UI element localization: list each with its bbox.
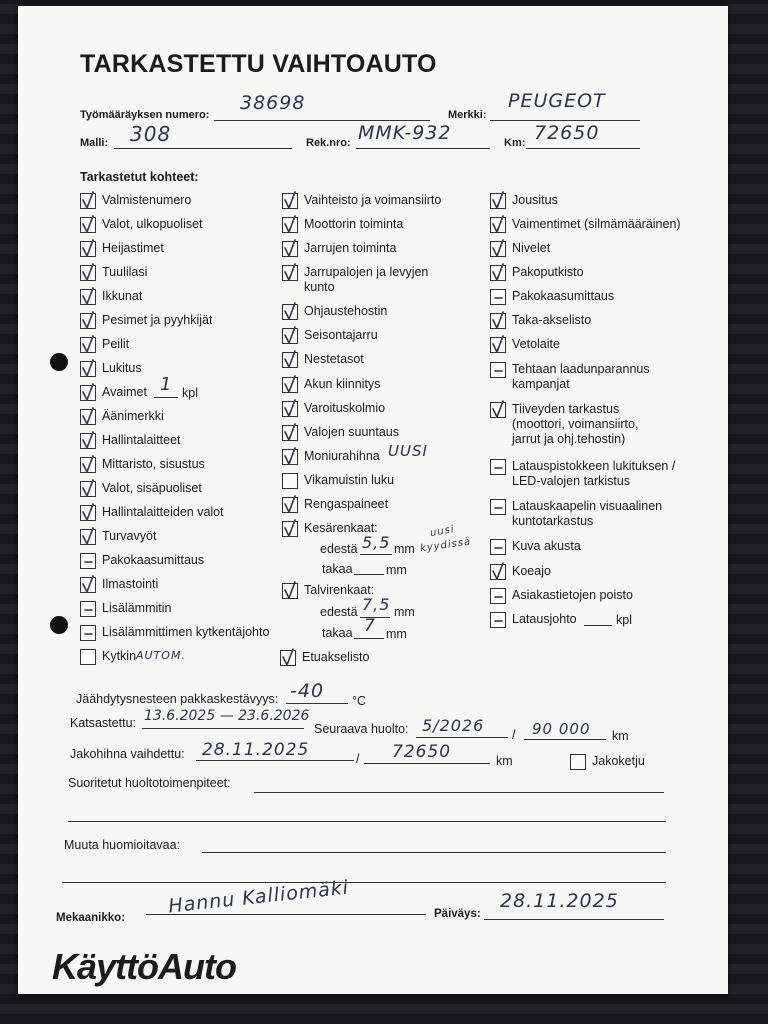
- checkbox[interactable]: [490, 499, 506, 515]
- check-item[interactable]: [282, 241, 396, 257]
- check-item[interactable]: [80, 409, 164, 425]
- checkbox[interactable]: [490, 588, 506, 604]
- item-label: Etuakselisto: [302, 650, 370, 664]
- checkbox[interactable]: [490, 459, 506, 475]
- item-label: Lukitus: [102, 361, 142, 375]
- model-value: 308: [130, 122, 172, 146]
- item-label: Ohjaustehostin: [304, 304, 388, 318]
- item-label: Nivelet: [512, 241, 551, 255]
- item-label: Turvavyöt: [102, 529, 157, 543]
- checkbox[interactable]: [490, 193, 506, 209]
- dash-mark-icon: [488, 608, 510, 632]
- check-mark-icon: [78, 525, 100, 549]
- item-label: Jarrujen toiminta: [304, 241, 397, 255]
- checkbox[interactable]: [282, 193, 298, 209]
- dash-mark-icon: [488, 584, 510, 608]
- checkbox[interactable]: [282, 521, 298, 537]
- check-mark-icon: [280, 324, 302, 348]
- item-label: Koeajo: [512, 564, 551, 578]
- checkbox[interactable]: [80, 577, 96, 593]
- checkbox[interactable]: [490, 612, 506, 628]
- cable-qty-line: [584, 625, 612, 626]
- check-item[interactable]: [490, 241, 550, 257]
- inspection-form-sheet: [18, 6, 728, 994]
- item-label: Vaimentimet (silmämääräinen): [512, 217, 681, 231]
- checkbox[interactable]: [80, 265, 96, 281]
- item-label: Nestetasot: [304, 352, 364, 366]
- punch-hole: [50, 616, 68, 634]
- make-value: PEUGEOT: [508, 90, 606, 112]
- check-item[interactable]: [80, 505, 224, 521]
- check-mark-icon: [78, 189, 100, 213]
- item-label: [512, 402, 638, 447]
- item-label: Pakokaasumittaus: [512, 289, 615, 303]
- check-mark-icon: [280, 213, 302, 237]
- mechanic-label: Mekaanikko:: [56, 912, 126, 924]
- coolant-value: -40: [290, 680, 325, 702]
- item-label: Moottorin toiminta: [304, 217, 404, 231]
- item-label: Hallintalaitteet: [102, 433, 181, 447]
- dash-mark-icon: [488, 535, 510, 559]
- checkbox[interactable]: [80, 481, 96, 497]
- check-mark-icon: [280, 189, 302, 213]
- check-mark-icon: [488, 560, 510, 584]
- checkbox[interactable]: [80, 361, 96, 377]
- checkbox[interactable]: [80, 409, 96, 425]
- mechanic-signature: Hannu Kalliomäki: [167, 876, 351, 918]
- check-item[interactable]: [490, 193, 558, 209]
- keys-qty-line: [154, 397, 178, 398]
- item-label: Rengaspaineet: [304, 497, 389, 511]
- date-label: Päiväys:: [434, 908, 481, 920]
- item-label-line: kampanjat: [512, 377, 570, 391]
- check-mark-icon: [78, 501, 100, 525]
- item-label-line: (moottori, voimansiirto,: [512, 417, 639, 431]
- inspected-line: [142, 728, 304, 729]
- item-label: Ilmastointi: [102, 577, 159, 591]
- checkbox[interactable]: [490, 217, 506, 233]
- timing-belt-date-line: [196, 760, 354, 761]
- check-mark-icon: [78, 381, 100, 405]
- item-label: Tuulilasi: [102, 265, 148, 279]
- check-item[interactable]: [490, 265, 584, 281]
- check-item[interactable]: [490, 459, 675, 489]
- check-mark-icon: [280, 261, 302, 285]
- checkbox[interactable]: [570, 754, 586, 770]
- item-label: Kesärenkaat:: [304, 521, 378, 535]
- timing-belt-km: 72650: [392, 742, 452, 762]
- timing-belt-label: Jakohihna vaihdettu:: [70, 747, 185, 761]
- check-mark-icon: [488, 309, 510, 333]
- timing-belt-km-line: [364, 763, 490, 764]
- km-label: Km:: [504, 137, 526, 149]
- check-item[interactable]: [490, 564, 551, 580]
- check-item[interactable]: [490, 217, 681, 233]
- checkbox[interactable]: [80, 625, 96, 641]
- item-label: Seisontajarru: [304, 328, 378, 342]
- check-mark-icon: [280, 579, 302, 603]
- dash-mark-icon: [488, 358, 510, 382]
- reg-label: Rek.nro:: [306, 137, 351, 149]
- checkbox[interactable]: [282, 377, 298, 393]
- summer-note-line2: kyydissä: [419, 536, 472, 555]
- check-item[interactable]: [282, 352, 364, 368]
- check-mark-icon: [488, 237, 510, 261]
- check-mark-icon: [78, 333, 100, 357]
- checkbox[interactable]: [80, 337, 96, 353]
- item-label: Valmistenumero: [102, 193, 192, 207]
- other-notes-label: Muuta huomioitavaa:: [64, 838, 181, 852]
- check-item[interactable]: [80, 361, 142, 377]
- item-label: Taka-akselisto: [512, 313, 592, 327]
- timing-belt-date: 28.11.2025: [202, 740, 310, 760]
- checkbox[interactable]: [490, 402, 506, 418]
- punch-hole: [50, 353, 68, 371]
- summer-front-unit: mm: [394, 542, 415, 556]
- item-label-line: Latauspistokkeen lukituksen /: [512, 459, 676, 473]
- slash: /: [512, 728, 516, 742]
- item-label-line: Tehtaan laadunparannus: [512, 362, 650, 376]
- check-item[interactable]: [80, 601, 171, 617]
- make-line: [490, 120, 640, 121]
- summer-rear-label: takaa: [322, 562, 353, 576]
- winter-rear-unit: mm: [386, 627, 407, 641]
- item-label: Valot, sisäpuoliset: [102, 481, 202, 495]
- check-mark-icon: [78, 357, 100, 381]
- checkbox[interactable]: [282, 497, 298, 513]
- checkbox[interactable]: [282, 583, 298, 599]
- dash-mark-icon: [488, 455, 510, 479]
- item-label: Vikamuistin luku: [304, 473, 395, 487]
- item-label: Kuva akusta: [512, 539, 581, 553]
- check-item[interactable]: [80, 241, 164, 257]
- check-item[interactable]: [80, 217, 203, 233]
- checkbox[interactable]: [280, 650, 296, 666]
- date-line: [484, 919, 664, 920]
- check-mark-icon: [280, 445, 302, 469]
- make-label: Merkki:: [448, 109, 487, 121]
- check-item[interactable]: [80, 625, 269, 641]
- item-label: [512, 362, 650, 392]
- work-order-label: Työmääräyksen numero:: [80, 109, 210, 121]
- check-item[interactable]: [80, 433, 181, 449]
- winter-tires-item[interactable]: [282, 583, 374, 599]
- check-mark-icon: [78, 213, 100, 237]
- item-label: Vetolaite: [512, 337, 560, 351]
- item-label: Avaimet: [102, 385, 147, 399]
- checkbox[interactable]: [80, 385, 96, 401]
- item-label: Varoituskolmio: [304, 401, 386, 415]
- check-item[interactable]: [490, 313, 591, 329]
- dash-mark-icon: [488, 495, 510, 519]
- check-mark-icon: [78, 405, 100, 429]
- check-item[interactable]: [490, 402, 638, 447]
- item-label-line: jarrut ja ohj.tehostin): [512, 432, 626, 446]
- check-mark-icon: [488, 398, 510, 422]
- checkbox[interactable]: [490, 539, 506, 555]
- dash-mark-icon: [78, 549, 100, 573]
- model-label: Malli:: [80, 137, 109, 149]
- check-item[interactable]: [80, 337, 129, 353]
- km-value: 72650: [534, 122, 600, 144]
- check-mark-icon: [78, 309, 100, 333]
- item-label: Vaihteisto ja voimansiirto: [304, 193, 442, 207]
- item-label-line: kunto: [304, 280, 335, 294]
- item-label-line: Latauskaapelin visuaalinen: [512, 499, 663, 513]
- item-label: Talvirenkaat:: [304, 583, 375, 597]
- next-service-km-line: [524, 739, 606, 740]
- item-label-line: kuntotarkastus: [512, 514, 594, 528]
- checkbox[interactable]: [282, 304, 298, 320]
- check-mark-icon: [78, 573, 100, 597]
- checkbox[interactable]: [80, 433, 96, 449]
- dash-mark-icon: [78, 597, 100, 621]
- item-label: Äänimerkki: [102, 409, 164, 423]
- next-service-km: 90 000: [532, 720, 591, 738]
- item-label: Jousitus: [512, 193, 558, 207]
- kayttoauto-logo: KäyttöAuto: [52, 946, 236, 987]
- item-label: Valojen suuntaus: [304, 425, 399, 439]
- check-mark-icon: [280, 493, 302, 517]
- check-item[interactable]: [490, 289, 614, 305]
- check-item[interactable]: [80, 553, 204, 569]
- item-label: Mittaristo, sisustus: [102, 457, 205, 471]
- checkbox[interactable]: [80, 193, 96, 209]
- check-item[interactable]: [490, 362, 650, 392]
- winter-rear-line: [354, 638, 384, 639]
- checkbox[interactable]: [80, 457, 96, 473]
- item-label: Asiakastietojen poisto: [512, 588, 633, 602]
- checkbox[interactable]: [490, 313, 506, 329]
- check-item[interactable]: [282, 497, 388, 513]
- form-title: TARKASTETTU VAIHTOAUTO: [80, 50, 437, 78]
- checkbox[interactable]: [282, 473, 298, 489]
- timing-chain-item[interactable]: [570, 754, 645, 770]
- check-item[interactable]: [490, 499, 662, 529]
- reg-line: [356, 148, 490, 149]
- check-item[interactable]: [282, 304, 387, 320]
- item-label: Pakokaasumittaus: [102, 553, 205, 567]
- item-label: Hallintalaitteiden valot: [102, 505, 224, 519]
- item-label-line: LED-valojen tarkistus: [512, 474, 631, 488]
- check-item[interactable]: [80, 577, 158, 593]
- check-mark-icon: [280, 397, 302, 421]
- checkbox[interactable]: [80, 649, 96, 665]
- checkbox[interactable]: [80, 289, 96, 305]
- checkbox[interactable]: [490, 337, 506, 353]
- check-item-clutch[interactable]: [80, 649, 136, 665]
- item-label: Ikkunat: [102, 289, 143, 303]
- next-service-date-line: [416, 737, 508, 738]
- service-done-label: Suoritetut huoltotoimenpiteet:: [68, 776, 231, 790]
- item-label: [512, 499, 662, 529]
- summer-front-label: edestä: [320, 542, 358, 556]
- check-mark-icon: [280, 517, 302, 541]
- belt-note: UUSI: [388, 442, 428, 460]
- item-label: Valot, ulkopuoliset: [102, 217, 203, 231]
- dash-mark-icon: [488, 285, 510, 309]
- item-label: Jakoketju: [592, 754, 645, 768]
- check-item[interactable]: [282, 425, 399, 441]
- check-item[interactable]: [490, 539, 581, 555]
- checkbox[interactable]: [80, 313, 96, 329]
- summer-rear-line: [354, 574, 384, 575]
- checkbox[interactable]: [490, 241, 506, 257]
- item-label-line: Jarrupalojen ja levyjen: [304, 265, 429, 279]
- checkbox[interactable]: [80, 529, 96, 545]
- checkbox[interactable]: [282, 401, 298, 417]
- check-item[interactable]: [282, 217, 403, 233]
- checkbox[interactable]: [282, 425, 298, 441]
- item-label: Latausjohto: [512, 612, 577, 626]
- coolant-unit: °C: [352, 694, 367, 708]
- date-value: 28.11.2025: [500, 890, 619, 912]
- dash-mark-icon: [78, 621, 100, 645]
- winter-rear-label: takaa: [322, 626, 353, 640]
- winter-front-value: 7,5: [362, 595, 391, 614]
- check-mark-icon: [488, 213, 510, 237]
- check-mark-icon: [488, 333, 510, 357]
- summer-front-value: 5,5: [362, 533, 391, 552]
- check-item[interactable]: [490, 588, 633, 604]
- keys-qty-value: 1: [160, 374, 173, 395]
- winter-rear-value: 7: [364, 616, 376, 636]
- summer-front-line: [360, 554, 392, 555]
- work-order-line: [214, 120, 430, 121]
- next-service-date: 5/2026: [422, 716, 485, 735]
- check-mark-icon: [488, 261, 510, 285]
- coolant-line: [286, 703, 348, 704]
- inspected-label: Katsastettu:: [70, 716, 137, 730]
- check-item[interactable]: [80, 481, 202, 497]
- work-order-value: 38698: [240, 92, 306, 114]
- check-item[interactable]: [80, 313, 212, 329]
- other-notes-line: [202, 852, 666, 853]
- summer-note-line1: uusi: [429, 523, 456, 540]
- clutch-note: AUTOM.: [136, 649, 186, 662]
- item-label: [512, 459, 675, 489]
- cable-unit: kpl: [616, 613, 632, 627]
- winter-front-unit: mm: [394, 605, 415, 619]
- checkbox[interactable]: [80, 553, 96, 569]
- front-axle-item[interactable]: [280, 650, 369, 666]
- check-item[interactable]: [282, 265, 428, 295]
- item-label: Lisälämmittimen kytkentäjohto: [102, 625, 270, 639]
- check-mark-icon: [280, 348, 302, 372]
- check-mark-icon: [78, 429, 100, 453]
- check-mark-icon: [280, 237, 302, 261]
- check-mark-icon: [278, 646, 300, 670]
- check-item[interactable]: [80, 193, 191, 209]
- checkbox[interactable]: [282, 449, 298, 465]
- model-line: [114, 148, 292, 149]
- check-mark-icon: [78, 477, 100, 501]
- check-item[interactable]: [490, 337, 560, 353]
- next-service-km-unit: km: [612, 729, 629, 743]
- check-item[interactable]: [282, 473, 394, 489]
- summer-rear-unit: mm: [386, 563, 407, 577]
- check-item[interactable]: [80, 289, 142, 305]
- check-item[interactable]: [282, 401, 385, 417]
- checkbox[interactable]: [80, 505, 96, 521]
- checkbox[interactable]: [282, 352, 298, 368]
- item-label: Pesimet ja pyyhkijät: [102, 313, 213, 327]
- check-item[interactable]: [80, 265, 147, 281]
- next-service-label: Seuraava huolto:: [314, 722, 409, 736]
- check-mark-icon: [280, 421, 302, 445]
- item-label: Akun kiinnitys: [304, 377, 381, 391]
- check-mark-icon: [488, 189, 510, 213]
- check-item[interactable]: [282, 193, 441, 209]
- item-label: [304, 265, 428, 295]
- checkbox[interactable]: [282, 328, 298, 344]
- checkbox[interactable]: [490, 289, 506, 305]
- coolant-label: Jäähdytysnesteen pakkaskestävyys:: [76, 692, 279, 706]
- km-line: [526, 148, 640, 149]
- item-label-line: Tiiveyden tarkastus: [512, 402, 620, 416]
- checkbox[interactable]: [80, 241, 96, 257]
- checkbox[interactable]: [282, 265, 298, 281]
- check-item[interactable]: [282, 328, 378, 344]
- check-item[interactable]: [282, 377, 380, 393]
- item-label: Peilit: [102, 337, 130, 351]
- check-item[interactable]: [80, 457, 205, 473]
- item-label: Heijastimet: [102, 241, 164, 255]
- checkbox[interactable]: [490, 265, 506, 281]
- section-heading: Tarkastetut kohteet:: [80, 170, 199, 184]
- service-done-line: [254, 792, 664, 793]
- winter-front-label: edestä: [320, 605, 358, 619]
- checkbox[interactable]: [490, 564, 506, 580]
- check-item[interactable]: [282, 449, 380, 465]
- service-done-line-2: [68, 821, 666, 822]
- item-label: Kytkin: [102, 649, 137, 663]
- checkbox[interactable]: [282, 241, 298, 257]
- keys-unit: kpl: [182, 386, 198, 400]
- checkbox[interactable]: [80, 601, 96, 617]
- check-mark-icon: [78, 285, 100, 309]
- timing-belt-km-unit: km: [496, 754, 513, 768]
- check-mark-icon: [280, 300, 302, 324]
- item-label: Pakoputkisto: [512, 265, 584, 279]
- check-mark-icon: [78, 453, 100, 477]
- item-label: Lisälämmitin: [102, 601, 172, 615]
- slash: /: [356, 752, 360, 766]
- check-mark-icon: [78, 261, 100, 285]
- checkbox[interactable]: [80, 217, 96, 233]
- reg-value: MMK-932: [358, 122, 452, 144]
- check-mark-icon: [78, 237, 100, 261]
- checkbox[interactable]: [490, 362, 506, 378]
- inspected-value: 13.6.2025 — 23.6.2026: [144, 708, 310, 724]
- checkbox[interactable]: [282, 217, 298, 233]
- other-notes-line-2: [62, 882, 666, 883]
- item-label: Moniurahihna: [304, 449, 380, 463]
- check-item-cable[interactable]: [490, 612, 577, 628]
- check-mark-icon: [280, 373, 302, 397]
- check-item[interactable]: [80, 529, 156, 545]
- check-item-keys[interactable]: [80, 385, 147, 401]
